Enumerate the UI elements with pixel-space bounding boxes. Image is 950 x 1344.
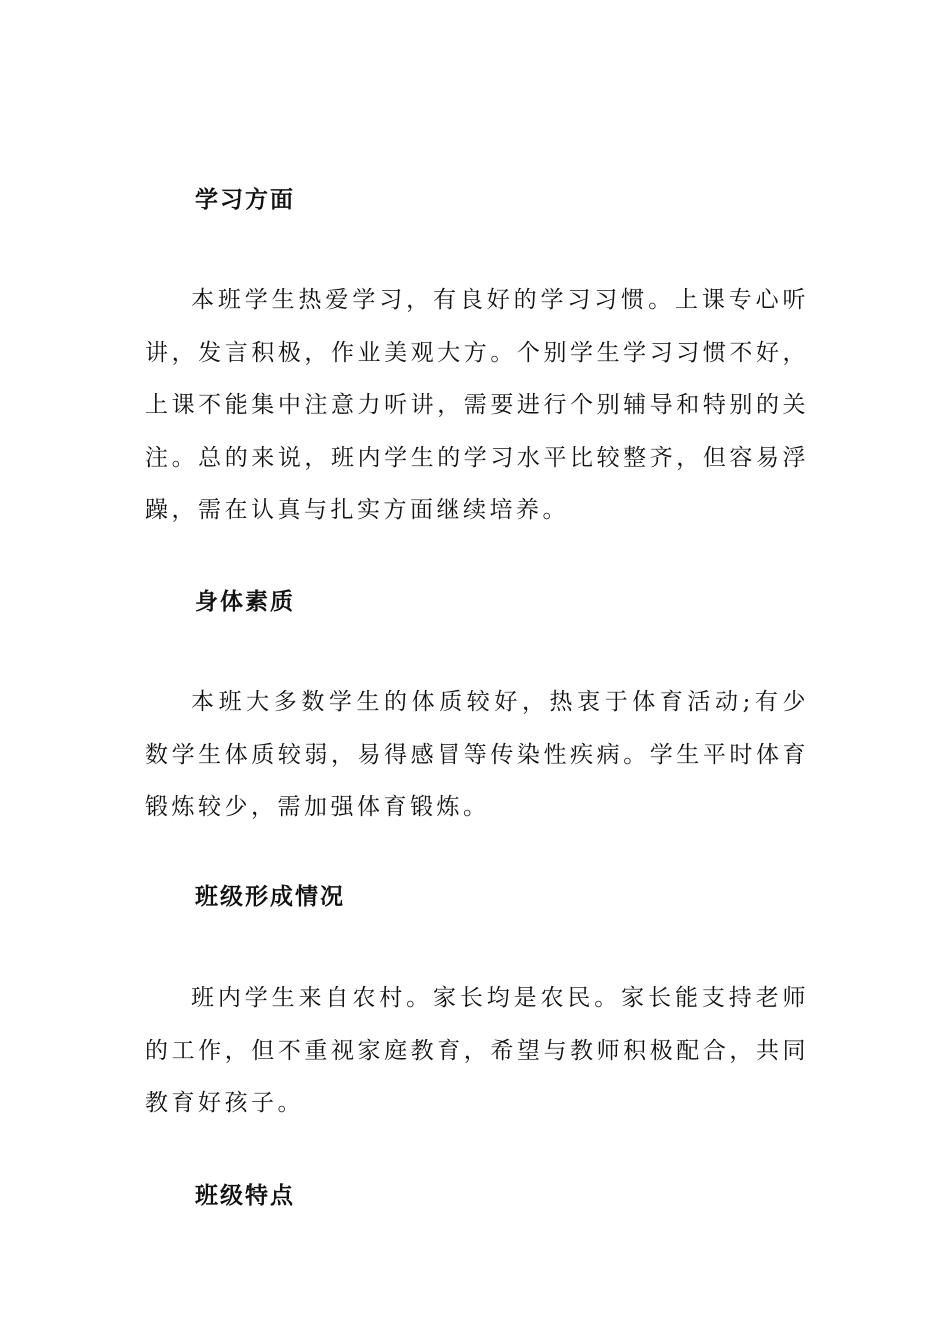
- section-heading-class-features: 班级特点: [195, 1182, 295, 1209]
- section-heading-class-formation: 班级形成情况: [195, 883, 345, 910]
- paragraph-class-formation: 班内学生来自农村。家长均是农民。家长能支持老师的工作，但不重视家庭教育，希望与教师积极配合，共同教育好孩子。: [145, 985, 809, 1116]
- paragraph-study: 本班学生热爱学习，有良好的学习习惯。上课专心听讲，发言积极，作业美观大方。个别学生学习习惯不好，上课不能集中注意力听讲，需要进行个别辅导和特别的关注。总的来说，班内学生的学习水平比较整齐，但容易浮躁，需在认真与扎实方面继续培养。: [145, 287, 809, 523]
- section-heading-physique: 身体素质: [195, 588, 295, 615]
- paragraph-physique: 本班大多数学生的体质较好，热衷于体育活动;有少数学生体质较弱，易得感冒等传染性疾病。学生平时体育锻炼较少，需加强体育锻炼。: [145, 689, 809, 820]
- section-heading-study: 学习方面: [195, 186, 295, 213]
